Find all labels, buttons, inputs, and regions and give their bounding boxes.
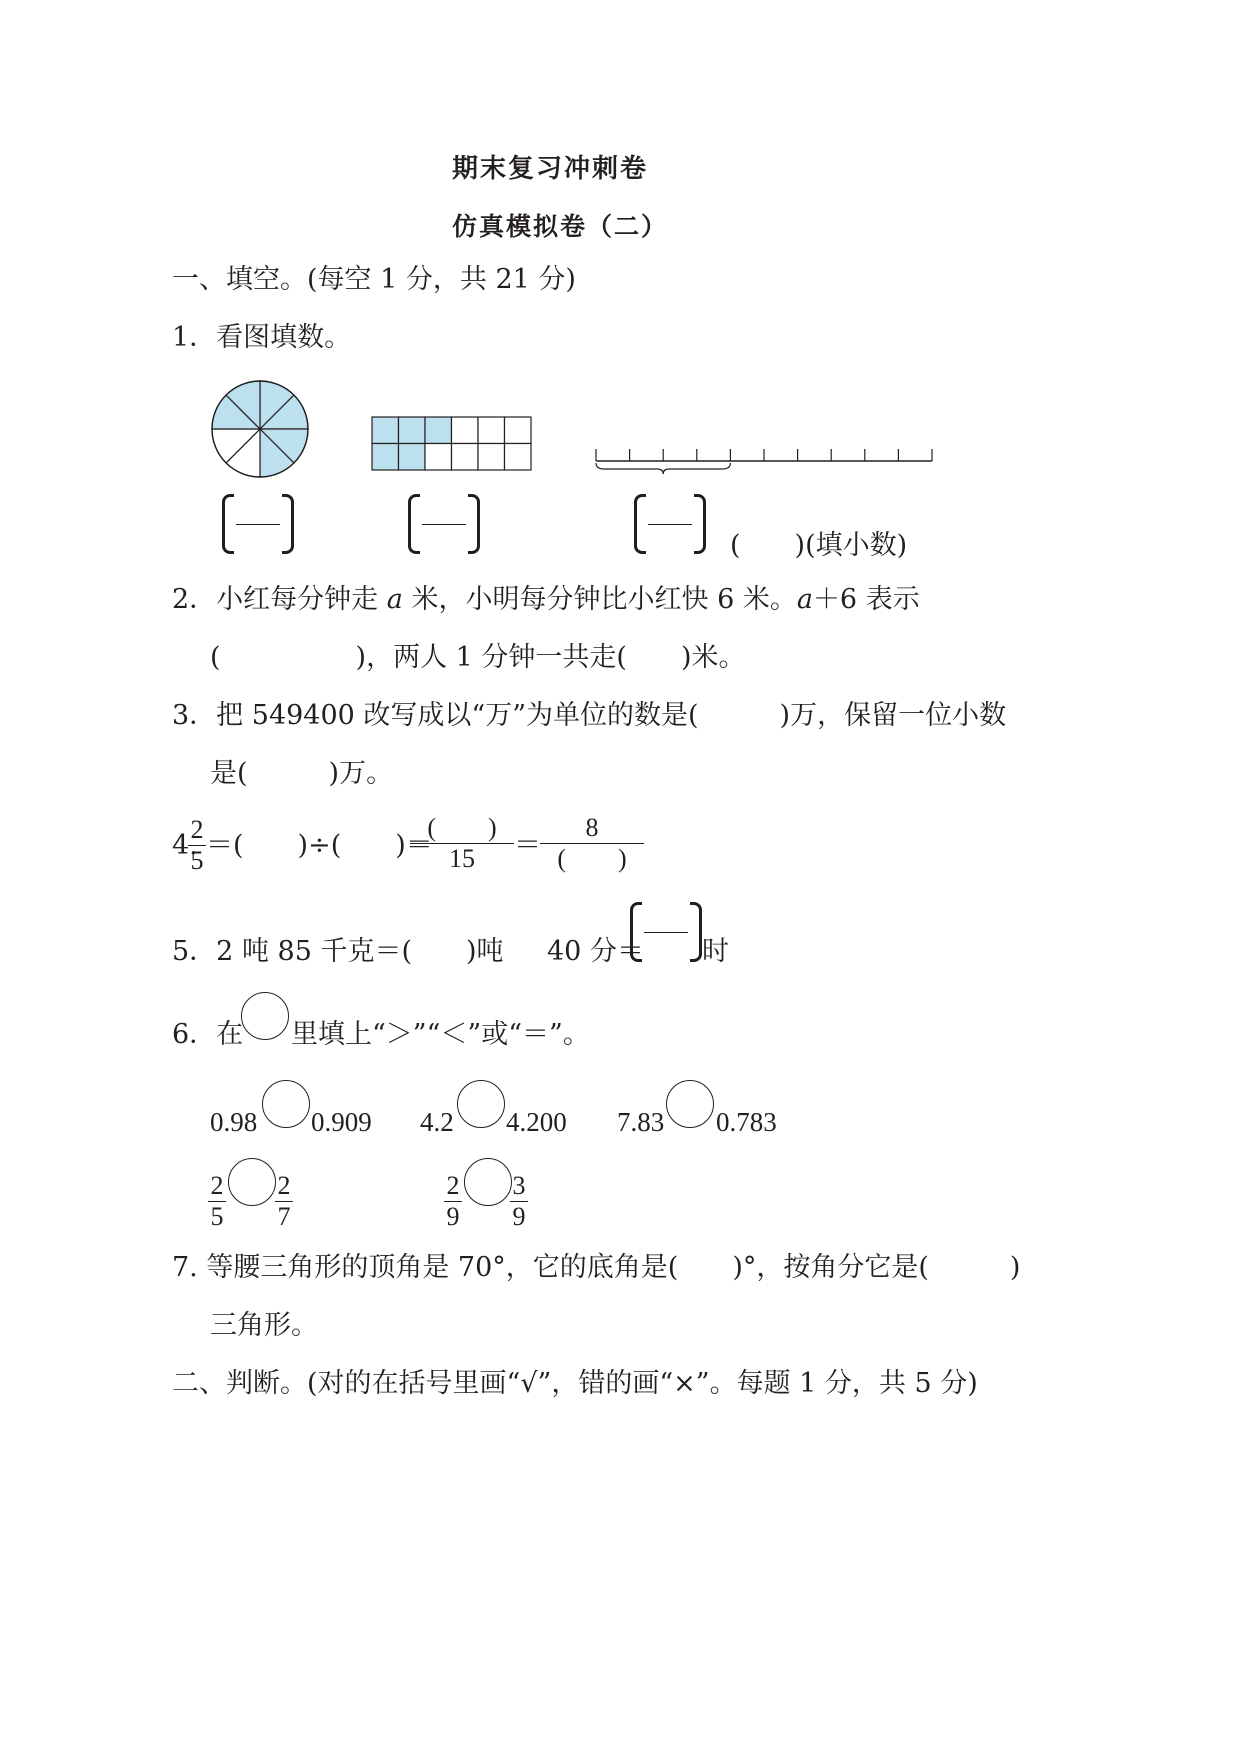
q6-r2c2-left-fraction [444,1172,462,1231]
q6-r1c1-left: 0.98 [210,1107,258,1137]
q2-line1 [172,584,920,616]
grid-cell [478,444,505,471]
q6-r2c1-lnum: 2 [210,1171,224,1200]
grid-cell [505,444,532,471]
q6-r2c1-left-fraction [208,1172,226,1231]
q3-line2[interactable]: 是( )万。 [210,758,394,789]
q4-frac-den: 5 [190,846,204,875]
ruler-brace [596,463,730,474]
q1-decimal-blank[interactable]: ( )(填小数) [730,530,908,561]
q7-line2: 三角形。 [210,1310,318,1341]
q4-f3-num: 8 [585,813,599,842]
q2-text-b: 米，小明每分钟比小红快 6 米。 [411,584,797,615]
q6-r2c1-circle[interactable] [228,1158,276,1206]
section2-heading: 二、判断。(对的在括号里画“√”，错的画“×”。每题 1 分，共 5 分) [172,1368,978,1399]
fraction-grid [372,417,531,470]
q6-r2c2-circle[interactable] [464,1158,512,1206]
q6-r1c3-right: 0.783 [716,1107,777,1137]
q1-answer-bracket-3[interactable] [634,494,706,554]
q5-unit: 时 [702,936,729,967]
q6-prefix: 6．在 [172,1019,244,1050]
q6-r2c2-rden: 9 [512,1202,526,1231]
grid-cell [372,417,399,444]
q1-figures [200,375,950,485]
q4-prefix: 4. [172,830,198,861]
grid-cell [372,444,399,471]
q1-answer-bracket-1[interactable] [222,494,294,554]
exam-title: 期末复习冲刺卷 [452,154,649,184]
q5-part2: 40 分＝ [547,936,644,967]
q4-f2-den: 15 [449,844,475,873]
q6-r1c1-right: 0.909 [311,1107,372,1137]
q6-r2c2-right-fraction [510,1172,528,1231]
fraction-circle [212,381,308,477]
q6-example-circle [241,992,289,1040]
grid-cell [478,417,505,444]
q6-r2c1-rden: 7 [277,1202,291,1231]
number-ruler [596,449,932,474]
q4-equals: ＝ [514,830,541,861]
q2-text-c: ＋6 表示 [812,584,920,615]
q2-text-a: 2．小红每分钟走 [172,584,379,615]
q3-line1[interactable]: 3．把 549400 改写成以“万”为单位的数是( )万，保留一位小数 [172,700,1007,731]
exam-subtitle: 仿真模拟卷（二） [452,212,669,241]
q4-f3-den[interactable]: ( ) [557,844,627,873]
q6-r2c1-right-fraction [275,1172,293,1231]
q6-r1c2-right: 4.200 [506,1107,567,1137]
q1-label: 1．看图填数。 [172,322,352,353]
q4-middle[interactable]: ＝( )÷( )＝ [206,830,433,861]
q2-var-a: a [386,584,403,615]
q6-r2c1-rnum: 2 [277,1171,291,1200]
grid-cell [425,444,452,471]
grid-cell [425,417,452,444]
q6-suffix: 里填上“＞”“＜”或“＝”。 [291,1019,590,1050]
grid-cell [452,417,479,444]
section1-heading: 一、填空。(每空 1 分，共 21 分) [172,264,576,295]
q2-var-a2: a [796,584,813,615]
q6-r1c3-circle[interactable] [666,1080,714,1128]
q4-fraction-2-5 [188,816,206,875]
q7-line1[interactable]: 7. 等腰三角形的顶角是 70°，它的底角是( )°，按角分它是( ) [172,1252,1021,1283]
q2-line2[interactable]: ( )，两人 1 分钟一共走( )米。 [210,642,746,673]
q6-r2c2-lnum: 2 [446,1171,460,1200]
q6-r1c3-left: 7.83 [617,1107,665,1137]
q4-fraction-x-15[interactable] [410,814,514,873]
q4-f2-num[interactable]: ( ) [427,813,497,842]
q6-r2c2-rnum: 3 [512,1171,526,1200]
q6-r2c1-lden: 5 [210,1202,224,1231]
q4-fraction-8-x[interactable] [540,814,644,873]
q4-frac-num: 2 [190,815,204,844]
grid-cell [452,444,479,471]
q5-part1[interactable]: 5．2 吨 85 千克＝( )吨 [172,936,504,967]
q6-r1c2-circle[interactable] [457,1080,505,1128]
q6-r1c1-circle[interactable] [262,1080,310,1128]
q6-r2c2-lden: 9 [446,1202,460,1231]
q5-answer-bracket[interactable] [630,902,702,962]
q1-answer-bracket-2[interactable] [408,494,480,554]
grid-cell [399,417,426,444]
q6-r1c2-left: 4.2 [420,1107,454,1137]
grid-cell [505,417,532,444]
grid-cell [399,444,426,471]
